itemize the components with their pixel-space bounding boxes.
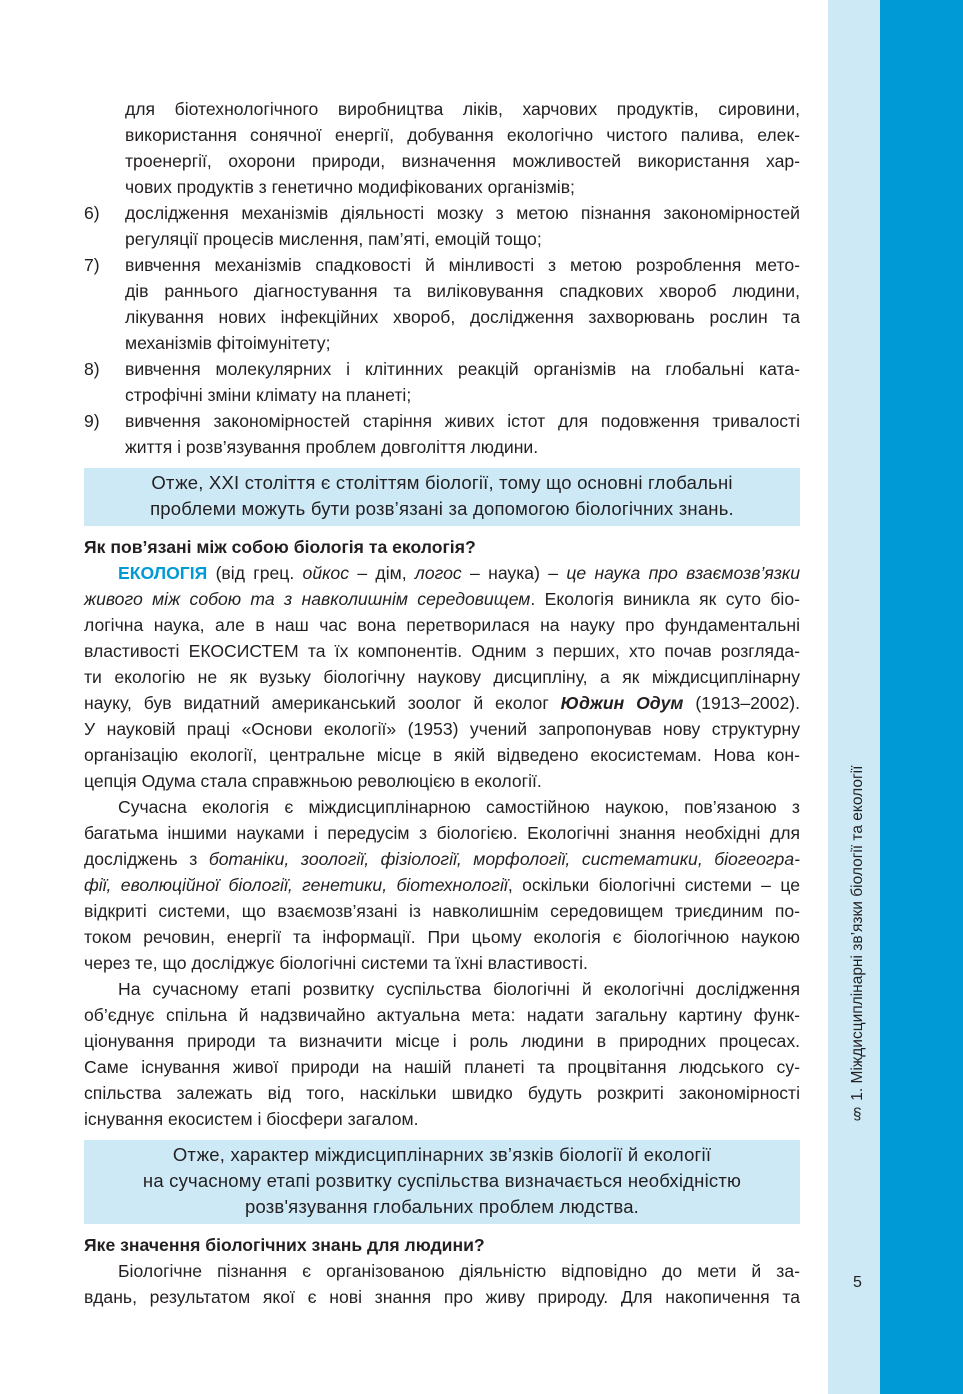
- text-line: використання сонячної енергії, добування екологічно чистого палива, елек-: [125, 125, 800, 145]
- text-line: чових продуктів з генетично модифікованих організмів;: [125, 177, 575, 197]
- text-line: [84, 560, 800, 586]
- text-line: спільства залежать від того, наскільки швидко будуть розкриті закономірності: [84, 1083, 800, 1103]
- text-line: [84, 586, 800, 612]
- text-line: вивчення закономірностей старіння живих істот для подовження тривалості: [125, 411, 800, 431]
- text-run: фії, еволюційної біології, генетики, біотехнології: [84, 875, 508, 895]
- text-line: [84, 690, 800, 716]
- modern-ecology-paragraph: [84, 794, 800, 976]
- text-line: життя і розв’язування проблем довголіття людини.: [125, 437, 539, 457]
- callout-line: розв'язування глобальних проблем людства.: [244, 1196, 640, 1217]
- conclusion-callout: [84, 1140, 800, 1224]
- list-item: [84, 356, 800, 408]
- list-item: [84, 252, 800, 356]
- text-line: током речовин, енергії та інформації. При цьому екологія є біологічною наукою: [84, 927, 800, 947]
- scientist-name: Юджин Одум: [560, 693, 684, 713]
- text-line: ти екологію не як вузьку біологічну наукову дисципліну, а як міждисциплінарну: [84, 667, 800, 687]
- text-line: вивчення механізмів спадковості й мінливості з метою розроблення мето-: [125, 255, 800, 275]
- callout-line: на сучасному етапі розвитку суспільства визначається необхідністю: [142, 1170, 742, 1191]
- text-line: вивчення молекулярних і клітинних реакцій організмів на глобальні ката-: [125, 359, 800, 379]
- text-run: досліджень з: [84, 849, 209, 869]
- text-line: дів раннього діагностування та виліковування спадкових хвороб людини,: [125, 281, 800, 301]
- text-line: існування екосистем і біосфери загалом.: [84, 1109, 419, 1129]
- text-line: лікування нових інфекційних хвороб, дослідження захворювань рослин та: [125, 307, 800, 327]
- text-line: [84, 846, 800, 872]
- text-run: . Екологія виникла як суто біо-: [530, 589, 800, 609]
- list-number: 6): [84, 203, 100, 223]
- text-run: – наука) –: [461, 563, 567, 583]
- text-line: троенергії, охорони природи, визначення можливостей використання хар-: [125, 151, 800, 171]
- list-item: [84, 408, 800, 460]
- conclusion-callout: [84, 468, 800, 526]
- text-run: ойкос: [302, 563, 350, 583]
- text-line: властивості ЕКОСИСТЕМ та їх компонентів. Одним з перших, хто почав розгляда-: [84, 641, 800, 661]
- text-line: цепція Одума стала справжньою революцією в екології.: [84, 771, 542, 791]
- list-item-continuation: [84, 96, 800, 200]
- term-ecology: ЕКОЛОГІЯ: [118, 563, 208, 583]
- text-run: – дім,: [349, 563, 415, 583]
- text-run: (від грец.: [207, 563, 303, 583]
- text-run: , оскільки біологічні системи – це: [507, 875, 800, 895]
- list-number: 7): [84, 255, 100, 275]
- text-run: ботаніки, зоології, фізіології, морфології, систематики, біогеогра-: [208, 849, 800, 869]
- text-line: строфічні зміни клімату на планеті;: [125, 385, 412, 405]
- text-line: об’єднує спільна й надзвичайно актуальна мета: надати загальну картину функ-: [84, 1005, 800, 1025]
- list-number: 9): [84, 411, 100, 431]
- text-run: живого між собою та з навколишнім середовищем: [84, 589, 531, 609]
- section-running-title: § 1. Міждисциплінарні зв’язки біології та екології: [849, 765, 866, 1122]
- text-line: дослідження механізмів діяльності мозку з метою пізнання закономірностей: [125, 203, 800, 223]
- callout-line: Отже, характер міждисциплінарних зв’язків біології й екології: [172, 1144, 712, 1165]
- callout-line: Отже, XXI століття є століттям біології, тому що основні глобальні: [151, 472, 733, 493]
- text-line: Сучасна екологія є міждисциплінарною самостійною наукою, пов’язаною з: [118, 797, 800, 817]
- text-line: через те, що досліджує біологічні системи та їхні властивості.: [84, 953, 588, 973]
- text-line: регуляції процесів мислення, пам’яті, емоцій тощо;: [125, 229, 542, 249]
- text-line: Біологічне пізнання є організованою діяльністю відповідно до мети й за-: [118, 1261, 800, 1281]
- knowledge-paragraph: [84, 1258, 800, 1310]
- callout-line: проблеми можуть бути розв’язані за допомогою біологічних знань.: [150, 498, 734, 519]
- text-line: логічна наука, але в наш час вона перетворилася на науку про фундаментальні: [84, 615, 800, 635]
- text-run: науку, був видатний американський зоолог й еколог: [84, 693, 561, 713]
- text-run: логос: [414, 563, 462, 583]
- list-item: [84, 200, 800, 252]
- text-line: вдань, результатом якої є нові знання про живу природу. Для накопичення та: [84, 1287, 800, 1307]
- text-line: Саме існування живої природи на нашій планеті та процвітання людського су-: [84, 1057, 800, 1077]
- sidebar-dark-band: [880, 0, 963, 1394]
- current-stage-paragraph: [84, 976, 800, 1132]
- sidebar-light-band: [828, 0, 880, 1394]
- text-run: це наука про взаємозв’язки: [566, 563, 801, 583]
- text-line: багатьма іншими науками і передусім з біологією. Екологічні знання необхідні для: [84, 823, 800, 843]
- text-run: (1913–2002).: [683, 693, 800, 713]
- page-number: 5: [853, 1274, 862, 1291]
- text-line: На сучасному етапі розвитку суспільства біологічні й екологічні дослідження: [118, 979, 800, 999]
- text-line: відкриті системи, що взаємозв’язані із навколишнім середовищем триєдиним по-: [84, 901, 800, 921]
- ecology-paragraph: [84, 560, 800, 794]
- text-line: У науковій праці «Основи екології» (1953) учений запропонував нову структурну: [84, 719, 800, 739]
- text-line: механізмів фітоімунітету;: [125, 333, 331, 353]
- text-line: організацію екології, центральне місце в якій відведено екосистемам. Нова кон-: [84, 745, 800, 765]
- list-number: 8): [84, 359, 100, 379]
- main-content: [84, 96, 800, 1310]
- section-heading: Яке значення біологічних знань для людини?: [84, 1235, 485, 1255]
- text-line: [84, 872, 800, 898]
- text-line: ціонування природи та визначити місце і роль людини в природних процесах.: [84, 1031, 800, 1051]
- section-heading: Як пов’язані між собою біологія та екологія?: [84, 537, 476, 557]
- text-line: для біотехнологічного виробництва ліків, харчових продуктів, сировини,: [125, 99, 800, 119]
